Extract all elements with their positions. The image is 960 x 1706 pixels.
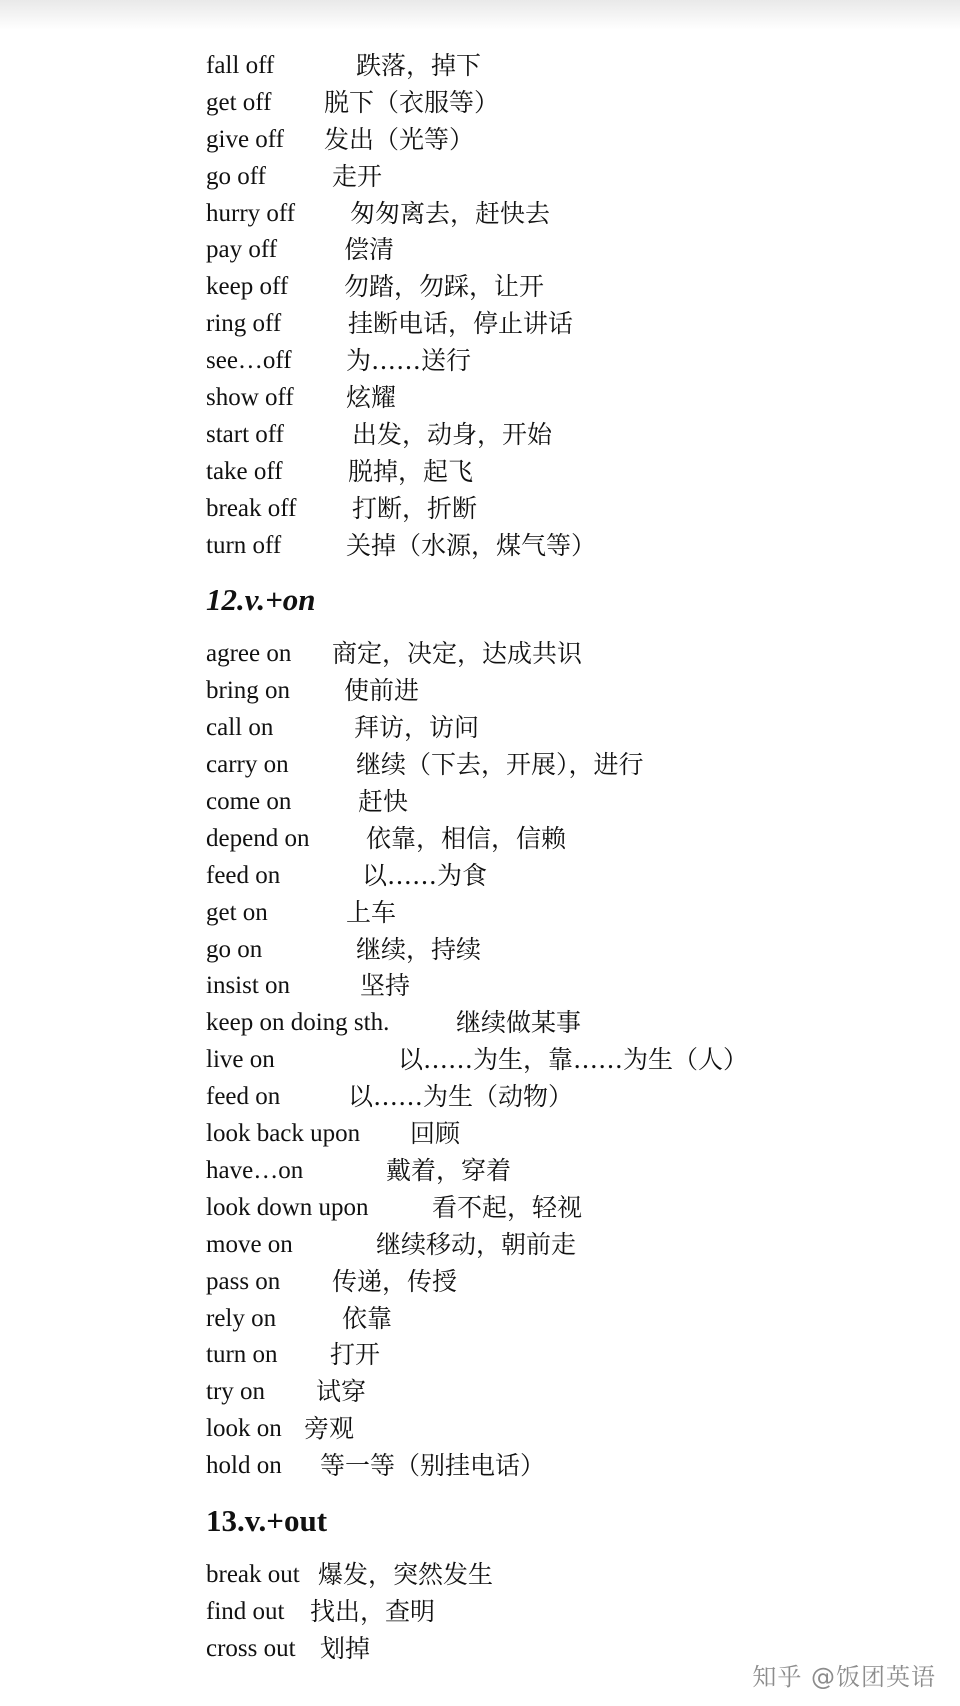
phrase-zh: 打开 [330, 1340, 381, 1370]
list-item [206, 784, 926, 821]
list-item [206, 159, 926, 196]
top-shadow-bar [0, 0, 960, 30]
section-off [206, 48, 926, 564]
phrase-en: live on [206, 1046, 275, 1074]
phrase-list [206, 48, 926, 1668]
phrase-zh: 出发，动身，开始 [352, 419, 553, 449]
list-item [206, 1153, 926, 1190]
list-item [206, 1079, 926, 1116]
list-item [206, 747, 926, 784]
phrase-en: give off [206, 125, 284, 153]
phrase-zh: 为……送行 [346, 346, 472, 376]
phrase-zh: 偿清 [344, 235, 395, 265]
phrase-en: show off [206, 384, 294, 412]
list-item [206, 122, 926, 159]
phrase-zh: 旁观 [304, 1414, 355, 1444]
list-item [206, 85, 926, 122]
phrase-en: find out [206, 1597, 285, 1625]
list-item [206, 1264, 926, 1301]
list-item [206, 1411, 926, 1448]
phrase-zh: 跌落，掉下 [356, 51, 482, 80]
phrase-en: try on [206, 1378, 266, 1406]
phrase-en: insist on [206, 972, 291, 1000]
phrase-zh: 发出（光等） [324, 124, 475, 154]
phrase-zh: 打断，折断 [352, 493, 478, 523]
phrase-zh: 以……为食 [362, 860, 488, 890]
list-item [206, 48, 926, 85]
phrase-zh: 戴着，穿着 [386, 1155, 512, 1185]
phrase-zh: 继续移动，朝前走 [376, 1229, 577, 1259]
list-item [206, 1301, 926, 1338]
list-item [206, 1190, 926, 1227]
phrase-en: look down upon [206, 1193, 369, 1221]
phrase-en: break out [206, 1560, 300, 1588]
phrase-en: come on [206, 788, 292, 816]
phrase-zh: 试穿 [316, 1377, 367, 1407]
phrase-zh: 传递，传授 [332, 1266, 458, 1296]
phrase-zh: 爆发，突然发生 [318, 1559, 494, 1589]
section-on [206, 636, 926, 1484]
phrase-en: rely on [206, 1304, 277, 1332]
phrase-en: get off [206, 88, 272, 116]
phrase-en: go off [206, 162, 266, 190]
section-heading: 13.v.+out [206, 1502, 328, 1538]
list-item [206, 895, 926, 932]
phrase-en: turn off [206, 531, 282, 559]
phrase-en: look on [206, 1415, 282, 1443]
phrase-en: break off [206, 494, 297, 522]
phrase-zh: 继续做某事 [456, 1008, 582, 1038]
phrase-zh: 继续，持续 [356, 934, 482, 964]
phrase-zh: 以……为生（动物） [348, 1082, 574, 1112]
phrase-en: agree on [206, 640, 292, 668]
phrase-en: get on [206, 898, 268, 926]
phrase-en: have…on [206, 1156, 304, 1184]
phrase-en: go on [206, 935, 263, 963]
phrase-en: hurry off [206, 199, 296, 227]
list-item [206, 1557, 926, 1594]
phrase-en: keep off [206, 273, 289, 301]
list-item [206, 1005, 926, 1042]
phrase-en: pay off [206, 236, 278, 264]
phrase-en: bring on [206, 677, 291, 705]
list-item [206, 1227, 926, 1264]
phrase-zh: 商定，决定，达成共识 [332, 639, 583, 669]
phrase-zh: 坚持 [360, 971, 411, 1001]
phrase-zh: 走开 [332, 161, 383, 191]
list-item [206, 1594, 926, 1631]
phrase-en: move on [206, 1230, 293, 1258]
phrase-en: depend on [206, 824, 310, 852]
phrase-zh: 上车 [346, 897, 397, 927]
list-item [206, 232, 926, 269]
phrase-zh: 匆匆离去，赶快去 [350, 198, 551, 228]
phrase-en: carry on [206, 751, 289, 779]
phrase-zh: 以……为生，靠……为生（人） [398, 1045, 749, 1075]
section-out [206, 1557, 926, 1668]
phrase-zh: 等一等（别挂电话） [320, 1451, 546, 1481]
list-item [206, 491, 926, 528]
list-item [206, 858, 926, 895]
list-item [206, 343, 926, 380]
phrase-zh: 划掉 [320, 1633, 371, 1663]
list-item [206, 1337, 926, 1374]
phrase-en: hold on [206, 1452, 282, 1480]
list-item [206, 968, 926, 1005]
phrase-zh: 赶快 [358, 787, 409, 817]
phrase-en: feed on [206, 1083, 281, 1111]
list-item [206, 710, 926, 747]
phrase-en: pass on [206, 1267, 281, 1295]
phrase-en: see…off [206, 347, 292, 375]
phrase-en: turn on [206, 1341, 278, 1369]
list-item [206, 932, 926, 969]
phrase-zh: 脱掉，起飞 [348, 456, 474, 486]
section-heading: 12.v.+on [206, 582, 316, 618]
phrase-zh: 炫耀 [346, 383, 397, 413]
phrase-en: start off [206, 420, 284, 448]
list-item [206, 1042, 926, 1079]
list-item [206, 673, 926, 710]
phrase-en: call on [206, 714, 274, 742]
phrase-en: ring off [206, 310, 282, 338]
phrase-zh: 找出，查明 [310, 1596, 436, 1626]
phrase-en: keep on doing sth. [206, 1009, 390, 1037]
list-item [206, 196, 926, 233]
list-item [206, 269, 926, 306]
list-item [206, 1116, 926, 1153]
phrase-zh: 挂断电话，停止讲话 [348, 309, 574, 339]
phrase-zh: 回顾 [410, 1119, 461, 1149]
phrase-en: cross out [206, 1634, 296, 1662]
watermark: 知乎 @饭团英语 [752, 1663, 936, 1691]
list-item [206, 380, 926, 417]
list-item [206, 417, 926, 454]
phrase-zh: 依靠 [342, 1303, 393, 1333]
list-item [206, 1374, 926, 1411]
phrase-zh: 脱下（衣服等） [324, 87, 500, 117]
phrase-en: fall off [206, 52, 275, 79]
phrase-zh: 关掉（水源，煤气等） [346, 530, 597, 560]
phrase-zh: 拜访，访问 [354, 713, 480, 743]
phrase-en: take off [206, 457, 283, 485]
phrase-zh: 勿踏，勿踩，让开 [344, 272, 545, 302]
phrase-zh: 依靠，相信，信赖 [366, 823, 567, 853]
list-item [206, 636, 926, 673]
phrase-zh: 使前进 [344, 676, 420, 706]
list-item [206, 306, 926, 343]
list-item [206, 454, 926, 491]
list-item [206, 821, 926, 858]
list-item [206, 1448, 926, 1485]
phrase-zh: 看不起，轻视 [432, 1192, 583, 1222]
list-item [206, 528, 926, 565]
phrase-zh: 继续（下去，开展），进行 [356, 750, 644, 780]
phrase-en: look back upon [206, 1120, 361, 1148]
phrase-en: feed on [206, 861, 281, 889]
